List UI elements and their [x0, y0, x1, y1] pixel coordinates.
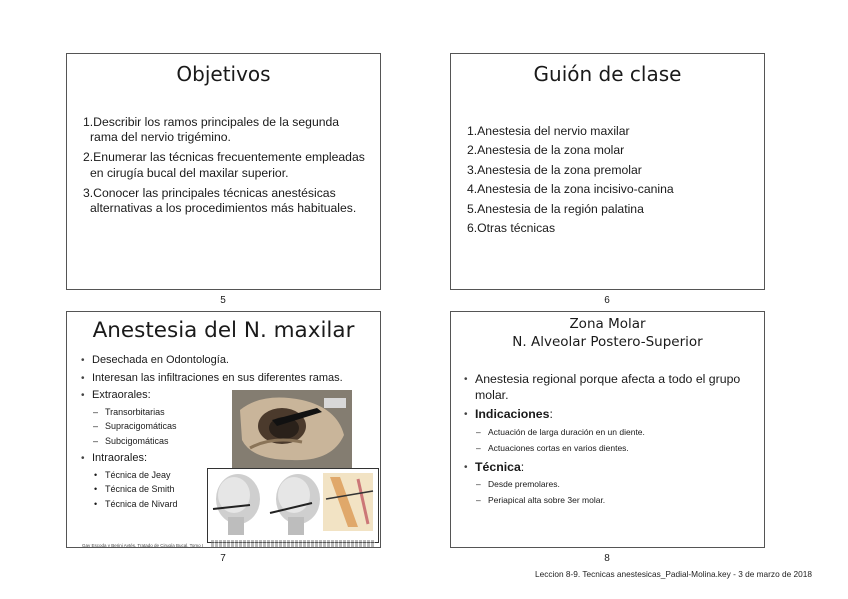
technique-illustration	[208, 469, 378, 535]
slide-title: Zona Molar N. Alveolar Postero-Superior	[512, 316, 703, 350]
sub-item: – Supracigomáticas	[92, 419, 222, 434]
source-citation: Gay Escoda y Berini Aytés. Tratado de Cirugía Bucal. Tomo I	[82, 543, 204, 548]
page-number: 7	[220, 553, 226, 564]
skull-photo	[232, 390, 352, 468]
page-number: 5	[220, 295, 226, 306]
sub-item: • Técnica de Smith	[92, 482, 222, 497]
list-item: • Intraorales: • Técnica de Jeay • Técnica de Smith • Técnica de Nivard	[81, 452, 222, 511]
slide-title: Objetivos	[176, 62, 271, 86]
list-item: 2.Anestesia de la zona molar	[467, 143, 625, 158]
slide-title: Guión de clase	[533, 62, 682, 86]
sub-item: – Actuación de larga duración en un diente.	[475, 424, 754, 440]
sub-item: – Subcigomáticas	[92, 434, 222, 449]
list-item: 1.Describir los ramos principales de la segunda rama del nervio trigémino.	[83, 115, 340, 145]
outline-list	[467, 124, 752, 240]
list-item: 3.Anestesia de la zona premolar	[467, 162, 642, 177]
technique-figure	[207, 468, 379, 543]
list-item: 4.Anestesia de la zona incisivo-canina	[467, 182, 674, 197]
document-footer: Leccion 8-9. Tecnicas anestesicas_Padial-Molina.key - 3 de marzo de 2018	[534, 569, 812, 579]
list-item: • Extraorales: – Transorbitarias – Supracigomáticas – Subcigomáticas	[81, 389, 222, 448]
list-item: 2.Enumerar las técnicas frecuentemente empleadas en cirugía bucal del maxilar superior.	[83, 150, 365, 180]
sub-item: – Actuaciones cortas en varios dientes.	[475, 440, 754, 456]
slide-anestesia-maxilar	[66, 311, 381, 548]
slide-objetivos	[66, 53, 381, 290]
sub-item: • Técnica de Jeay	[92, 468, 222, 483]
sub-item: – Periapical alta sobre 3er molar.	[475, 492, 754, 508]
slide-title: Anestesia del N. maxilar	[92, 318, 355, 343]
list-item: • Desechada en Odontología.	[81, 354, 353, 368]
list-item: • Técnica: – Desde premolares. – Periapical alta sobre 3er molar.	[464, 460, 754, 509]
sub-list	[92, 405, 222, 449]
sub-list	[92, 468, 222, 512]
bullet-list	[464, 372, 754, 512]
sub-list	[475, 476, 754, 508]
objectives-list	[83, 115, 368, 221]
list-item: 6.Otras técnicas	[467, 220, 556, 235]
sub-item: • Técnica de Nivard	[92, 497, 222, 512]
page-number: 6	[604, 295, 610, 306]
list-item: • Anestesia regional porque afecta a todo el grupo molar.	[464, 372, 754, 403]
list-item: 1.Anestesia del nervio maxilar	[467, 124, 630, 138]
figure-caption	[211, 540, 375, 547]
slide-guion	[450, 53, 765, 290]
slide-zona-molar	[450, 311, 765, 548]
list-item: • Indicaciones: – Actuación de larga duración en un diente. – Actuaciones cortas en varios dientes.	[464, 407, 754, 456]
list-item: 5.Anestesia de la región palatina	[467, 201, 644, 216]
sub-list	[475, 424, 754, 456]
sub-item: – Desde premolares.	[475, 476, 754, 492]
page-number: 8	[604, 553, 610, 564]
list-item: 3.Conocer las principales técnicas anestésicas alternativas a los procedimientos más habituales.	[83, 185, 357, 216]
sub-item: – Transorbitarias	[92, 405, 222, 420]
list-item: • Interesan las infiltraciones en sus diferentes ramas.	[81, 372, 353, 386]
